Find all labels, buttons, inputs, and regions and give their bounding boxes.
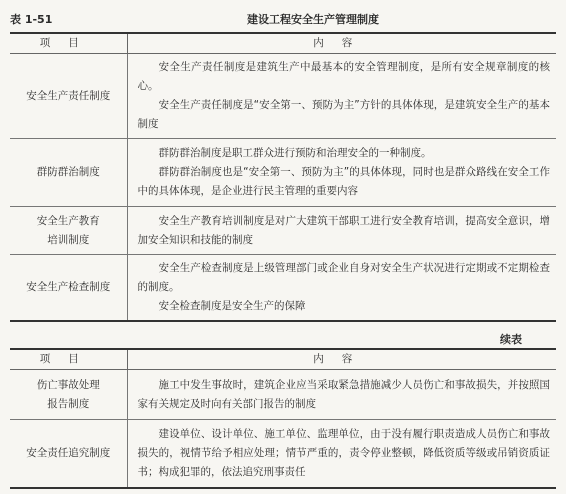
table-row — [10, 54, 556, 139]
row-content — [127, 255, 556, 322]
table-row — [10, 139, 556, 207]
content-paragraph: 施工中发生事故时，建筑企业应当采取紧急措施减少人员伤亡和事故损失，并按照国家有关规定及时向有关部门报告的制度 — [137, 378, 550, 410]
row-item — [10, 207, 127, 255]
header-item: 项目 — [10, 33, 127, 54]
content-paragraph: 群防群治制度也是“安全第一、预防为主”的具体体现，同时也是群众路线在安全工作中的具体体现，是企业进行民主管理的重要内容 — [137, 166, 550, 197]
row-item: 安全责任追究制度 — [10, 420, 127, 488]
safety-management-table — [10, 32, 556, 322]
table-caption — [10, 11, 556, 29]
content-paragraph: 安全生产责任制度是“安全第一、预防为主”方针的具体体现，是建筑安全生产的基本制度 — [137, 99, 550, 130]
continued-label: 续表 — [500, 333, 522, 346]
header-item: 项目 — [10, 349, 127, 370]
row-item-label: 安全生产教育培训制度 — [36, 214, 100, 246]
table-row — [10, 420, 556, 488]
content-paragraph: 安全生产责任制度是建筑生产中最基本的安全管理制度，是所有安全规章制度的核心。 — [137, 61, 550, 92]
row-content — [127, 207, 556, 255]
row-item: 安全生产检查制度 — [10, 255, 127, 322]
row-content — [127, 139, 556, 207]
row-item — [10, 370, 127, 420]
table-row — [10, 207, 556, 255]
row-item: 安全生产责任制度 — [10, 54, 127, 139]
row-content — [127, 54, 556, 139]
table-row — [10, 370, 556, 420]
header-content: 内容 — [127, 349, 556, 370]
header-content: 内容 — [127, 33, 556, 54]
row-content — [127, 420, 556, 488]
row-content — [127, 370, 556, 420]
table-row — [10, 255, 556, 322]
content-paragraph: 安全生产教育培训制度是对广大建筑干部职工进行安全教育培训，提高安全意识，增加安全知识和技能的制度 — [137, 214, 550, 246]
content-paragraph: 群防群治制度是职工群众进行预防和治理安全的一种制度。 — [158, 147, 432, 159]
table-title: 建设工程安全生产管理制度 — [247, 13, 379, 26]
content-paragraph: 建设单位、设计单位、施工单位、监理单位，由于没有履行职责造成人员伤亡和事故损失的，视情节给予相应处理；情节严重的，责令停业整顿，降低资质等级或吊销资质证书；构成犯罪的，依法追究刑事责任 — [137, 427, 550, 478]
row-item: 群防群治制度 — [10, 139, 127, 207]
content-paragraph: 安全检查制度是安全生产的保障 — [158, 300, 306, 312]
row-item-label: 伤亡事故处理报告制度 — [36, 378, 100, 410]
table-number: 表 1-51 — [10, 13, 53, 26]
content-paragraph: 安全生产检查制度是上级管理部门或企业自身对安全生产状况进行定期或不定期检查的制度。 — [137, 262, 550, 293]
safety-management-table-continued — [10, 348, 556, 489]
